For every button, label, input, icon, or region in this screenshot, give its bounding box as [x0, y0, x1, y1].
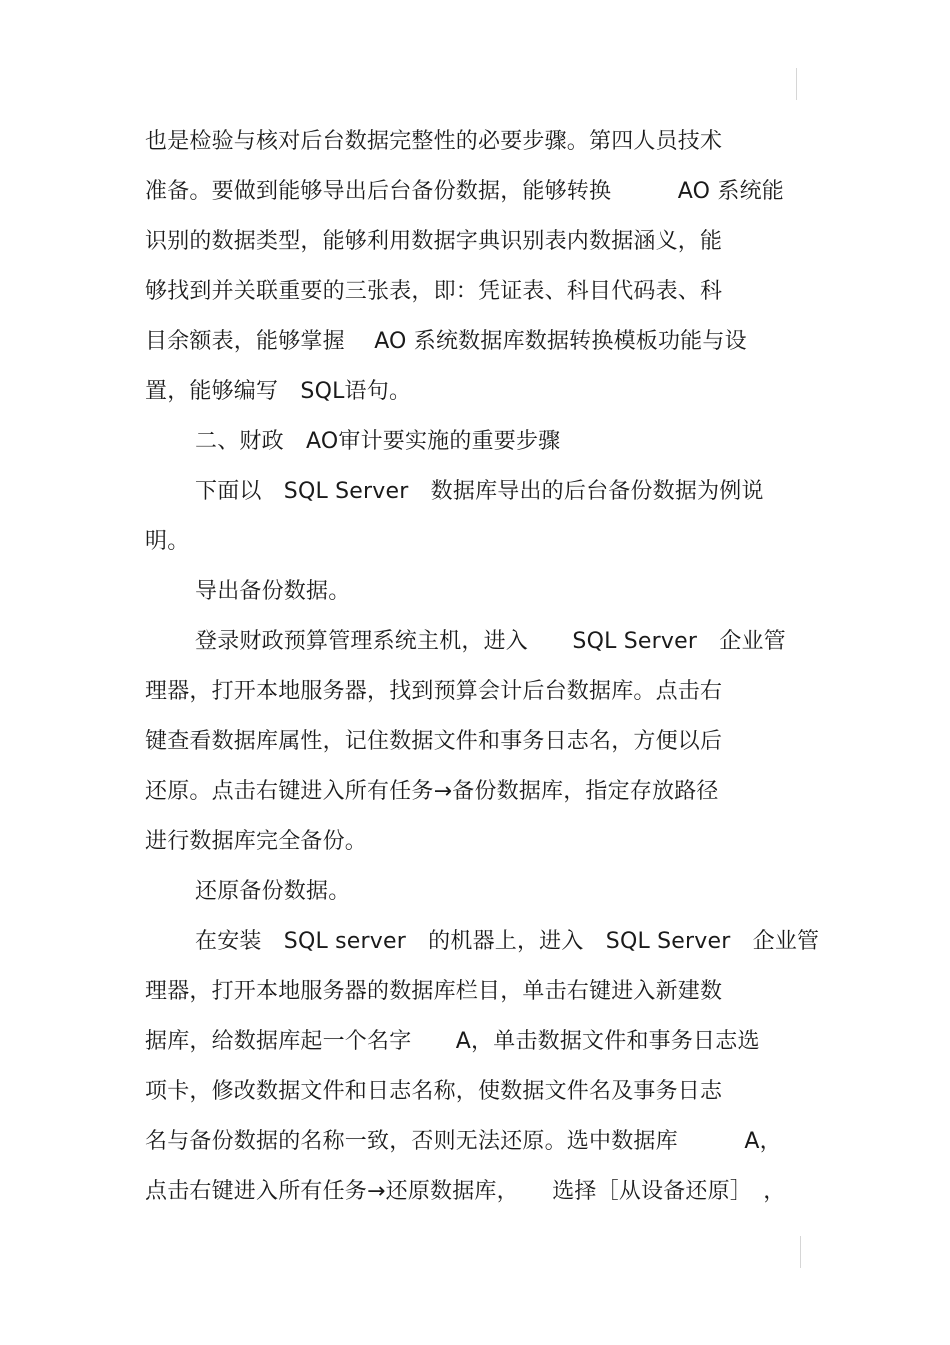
section-heading: 二、财政 AO审计要实施的重要步骤 — [195, 429, 561, 454]
step-heading-restore: 还原备份数据。 — [195, 879, 351, 904]
paragraph-line: 理器，打开本地服务器的数据库栏目，单击右键进入新建数 — [145, 979, 723, 1004]
paragraph-line: 识别的数据类型，能够利用数据字典识别表内数据涵义，能 — [145, 229, 723, 254]
paragraph-line: 点击右键进入所有任务→还原数据库， 选择［从设备还原］ ， — [145, 1179, 786, 1204]
paragraph-line: 目余额表，能够掌握 AO 系统数据库数据转换模板功能与设 — [145, 329, 747, 354]
paragraph-line: 够找到并关联重要的三张表，即：凭证表、科目代码表、科 — [145, 279, 723, 304]
paragraph-line: 在安装 SQL server 的机器上，进入 SQL Server 企业管 — [195, 929, 820, 954]
paragraph-line: 据库，给数据库起一个名字 A，单击数据文件和事务日志选 — [145, 1029, 760, 1054]
paragraph-line: 明。 — [145, 529, 190, 554]
paragraph-line: 也是检验与核对后台数据完整性的必要步骤。第四人员技术 — [145, 129, 723, 154]
paragraph-line: 项卡，修改数据文件和日志名称，使数据文件名及事务日志 — [145, 1079, 723, 1104]
page-edge-mark-top — [796, 68, 797, 100]
paragraph-line: 准备。要做到能够导出后台备份数据，能够转换 AO 系统能 — [145, 179, 784, 204]
paragraph-line: 名与备份数据的名称一致，否则无法还原。选中数据库 A， — [145, 1129, 782, 1154]
paragraph-line: 登录财政预算管理系统主机，进入 SQL Server 企业管 — [195, 629, 786, 654]
paragraph-line: 下面以 SQL Server 数据库导出的后台备份数据为例说 — [195, 479, 764, 504]
paragraph-line: 进行数据库完全备份。 — [145, 829, 368, 854]
paragraph-line: 还原。点击右键进入所有任务→备份数据库，指定存放路径 — [145, 779, 719, 804]
paragraph-line: 置，能够编写 SQL语句。 — [145, 379, 412, 404]
paragraph-line: 理器，打开本地服务器，找到预算会计后台数据库。点击右 — [145, 679, 723, 704]
page-edge-mark-bottom — [800, 1236, 801, 1268]
paragraph-line: 键查看数据库属性，记住数据文件和事务日志名，方便以后 — [145, 729, 723, 754]
step-heading-export: 导出备份数据。 — [195, 579, 351, 604]
